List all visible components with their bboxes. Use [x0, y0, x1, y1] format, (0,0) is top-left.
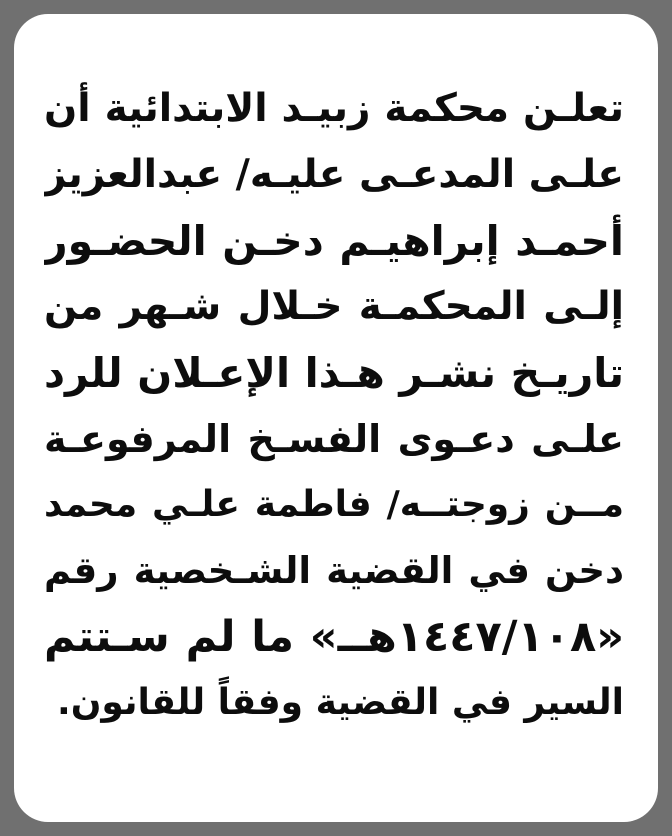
notice-line-5: تاريـخ نشـر هـذا الإعـلان للرد	[44, 349, 624, 397]
notice-line-2: علـى المدعـى عليـه/ عبدالعزيز	[44, 152, 624, 197]
notice-line-4: إلـى المحكمـة خـلال شـهر من	[44, 284, 624, 329]
notice-line-10: السير في القضية وفقاً للقانون.	[57, 682, 624, 723]
notice-line-7: مــن زوجتــه/ فاطمة علـي محمد	[44, 484, 624, 525]
notice-line-1: تعلـن محكمة زبيـد الابتدائية أن	[44, 86, 624, 131]
notice-body	[44, 76, 624, 736]
notice-card	[14, 14, 658, 822]
notice-line-8: دخن في القضية الشـخصية رقم	[44, 549, 624, 592]
notice-line-9: «١٤٤٧/١٠٨هــ» ما لم سـتتم	[44, 612, 624, 662]
notice-line-6: علـى دعـوى الفسـخ المرفوعـة	[44, 417, 624, 461]
notice-line-3: أحمـد إبراهيـم دخـن الحضـور	[44, 217, 624, 265]
